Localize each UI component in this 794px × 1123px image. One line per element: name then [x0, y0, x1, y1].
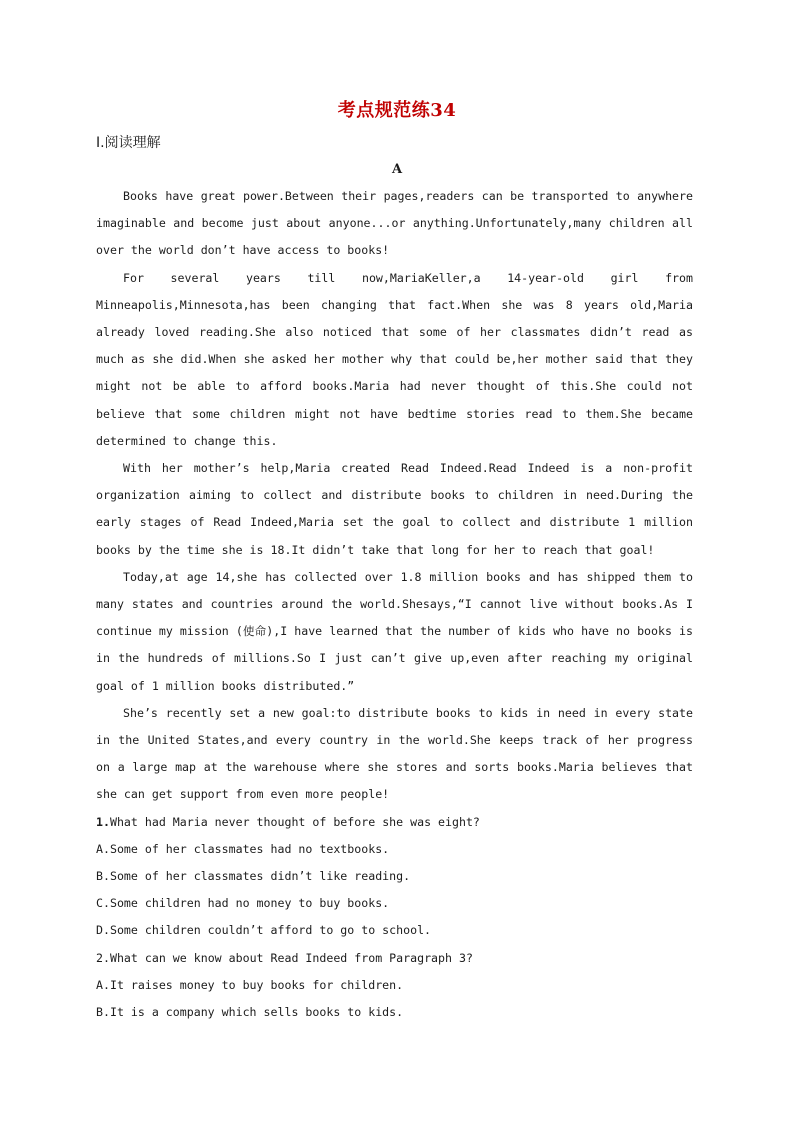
question-stem: What can we know about Read Indeed from Paragraph 3?	[109, 950, 473, 965]
question-2	[96, 945, 693, 972]
answer-option: B.It is a company which sells books to kids.	[96, 1005, 404, 1020]
question-number: 1.	[96, 814, 110, 829]
paragraph: Today,at age 14,she has collected over 1.8 million books and has shipped them to many states and countries around the world.Shesays,“I cannot live without books.As I continue my mission (使命),I have learned that the number of kids who have no books is in the hundreds of millions.So I just can’t give up,even after reaching my original goal of 1 million books distributed.”	[96, 569, 693, 693]
passage-body	[96, 183, 693, 1026]
question-1	[96, 809, 693, 836]
paragraph: For several years till now,MariaKeller,a 14-year-old girl from Minneapolis,Minnesota,has been changing that fact.When she was 8 years old,Maria already loved reading.She also noticed that some of her classmates didn’t read as much as she did.When she asked her mother why that could be,her mother said that they might not be able to afford books.Maria had never thought of this.She could not believe that some children might not have bedtime stories read to them.She became determined to change this.	[96, 270, 693, 448]
answer-option: B.Some of her classmates didn’t like reading.	[96, 869, 411, 884]
passage-letter: A	[391, 162, 403, 177]
question-number: 2.	[96, 950, 110, 965]
page-title: 考点规范练34	[337, 100, 457, 121]
paragraph: Books have great power.Between their pages,readers can be transported to anywhere imaginable and become just about anyone...or anything.Unfortunately,many children all over the world don’t have access to books!	[96, 189, 693, 258]
answer-option: C.Some children had no money to buy books.	[96, 896, 390, 911]
answer-option: D.Some children couldn’t afford to go to school.	[96, 923, 432, 938]
paragraph: She’s recently set a new goal:to distribute books to kids in need in every state in the United States,and every country in the world.She keeps track of her progress on a large map at the warehouse where she stores and sorts books.Maria believes that she can get support from even more people!	[96, 705, 693, 802]
question-stem: What had Maria never thought of before she was eight?	[109, 814, 480, 829]
answer-option: A.Some of her classmates had no textbooks.	[96, 841, 390, 856]
paragraph: With her mother’s help,Maria created Read Indeed.Read Indeed is a non-profit organization aiming to collect and distribute books to children in need.During the early stages of Read Indeed,Maria set the goal to collect and distribute 1 million books by the time she is 18.It didn’t take that long for her to reach that goal!	[96, 461, 693, 557]
answer-option: A.It raises money to buy books for children.	[96, 977, 404, 992]
section-heading: Ⅰ.阅读理解	[96, 135, 161, 151]
